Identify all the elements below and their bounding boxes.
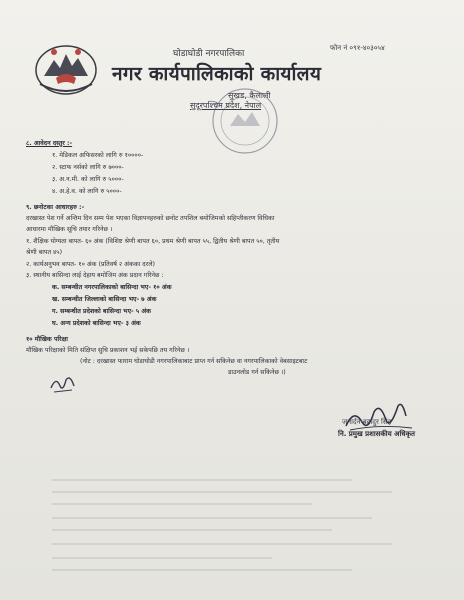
oral-exam-heading: १० मौखिक परिक्षा: [26, 336, 68, 343]
selection-paragraph-line-1: दरखास्त पेश गर्ने अन्तिम दिन सम्म पेश भएका विज्ञापनहरुको छनोट तपशिल बमोजिमको सहिप्तीकरण विधिका: [26, 215, 275, 222]
list-item: ख. सम्बन्धीत जिल्लाको बासिन्दा भए- ७ अंक: [52, 296, 157, 303]
list-item: ग. सम्बन्धीत प्रदेशको बासिन्दा भए- ५ अंक: [52, 308, 151, 315]
office-seal-icon: [208, 86, 282, 156]
list-item: ३. अ.न.मी. को लागि रु ५०००-: [52, 176, 124, 183]
list-item: घ. अन्य प्रदेशको बासिन्दा भए- ३ अंक: [52, 320, 141, 327]
address-line-2: सुदूरपश्चिम प्रदेश, नेपाल: [190, 101, 262, 110]
nepal-emblem-icon: [34, 40, 98, 96]
list-item: ४. अ.हे.व. को लागि रु ५०००-: [52, 188, 122, 195]
fee-heading: ८. आवेदन दस्तुर :-: [26, 140, 73, 147]
municipality-name: घोडाघोडी नगरपालिका: [173, 49, 245, 59]
signatory-name: जनार्दन बहादुर सिंह: [342, 418, 392, 426]
signatory-title: नि. प्रमुख प्रशासकीय अधिकृत: [338, 430, 415, 438]
selection-heading: ९. छनोटका आधारहरु :-: [26, 204, 85, 211]
address-line-1: सुखड, कैलाली: [228, 91, 271, 100]
initial-mark: [48, 372, 78, 396]
education-criteria-line-2: श्रेणी बापत ४५): [26, 249, 63, 256]
bleed-through-lines: [52, 470, 412, 580]
phone-number: फोन नं ०९१-४०३०५४: [330, 44, 385, 52]
residency-criteria: ३. स्थानीय बासिन्दा लाई देहाय बमोजिम अंक प्रदान गरिनेछ :: [26, 272, 164, 279]
list-item: क. सम्बन्धीत नगरपालिकाको बासिन्दा भए- १० अंक: [52, 284, 172, 291]
experience-criteria: २. कार्यअनुभव बापत- १० अंक (प्रतिवर्ष २ अंकका दरले): [26, 261, 155, 268]
note-line-2: डाउनलोड गर्न सकिनेछ ।): [228, 369, 286, 376]
office-title: नगर कार्यपालिकाको कार्यालय: [112, 63, 322, 85]
note-line-1: (नोट : दरखास्त फाराम घोडाघोडी नगरपालिकाबाट प्राप्त गर्न सकिनेछ वा नगरपालिकाको वेबसाइटबाट: [80, 358, 308, 365]
education-criteria-line-1: १. शैक्षिक योग्यता बापत- ६० अंक (विशिष्ट श्रेणी बापत ६०, प्रथम श्रेणी बापत ५५, द्वितीय श्रेणी बापत ५०, तृतीय: [26, 238, 280, 245]
list-item: १. मेडिकल अफिसरको लागि रु १००००-: [52, 152, 144, 159]
selection-paragraph-line-2: आधारमा मौखिक सूचि तयार गरिनेछ ।: [26, 226, 113, 233]
oral-exam-text: मौखिक परिक्षाको मिति संक्षिप्त सुचि प्रकाशन भई सकेपछि तय गरिनेछ ।: [26, 347, 190, 354]
list-item: २. स्टाफ नर्सको लागि रु ७०००-: [52, 164, 124, 171]
